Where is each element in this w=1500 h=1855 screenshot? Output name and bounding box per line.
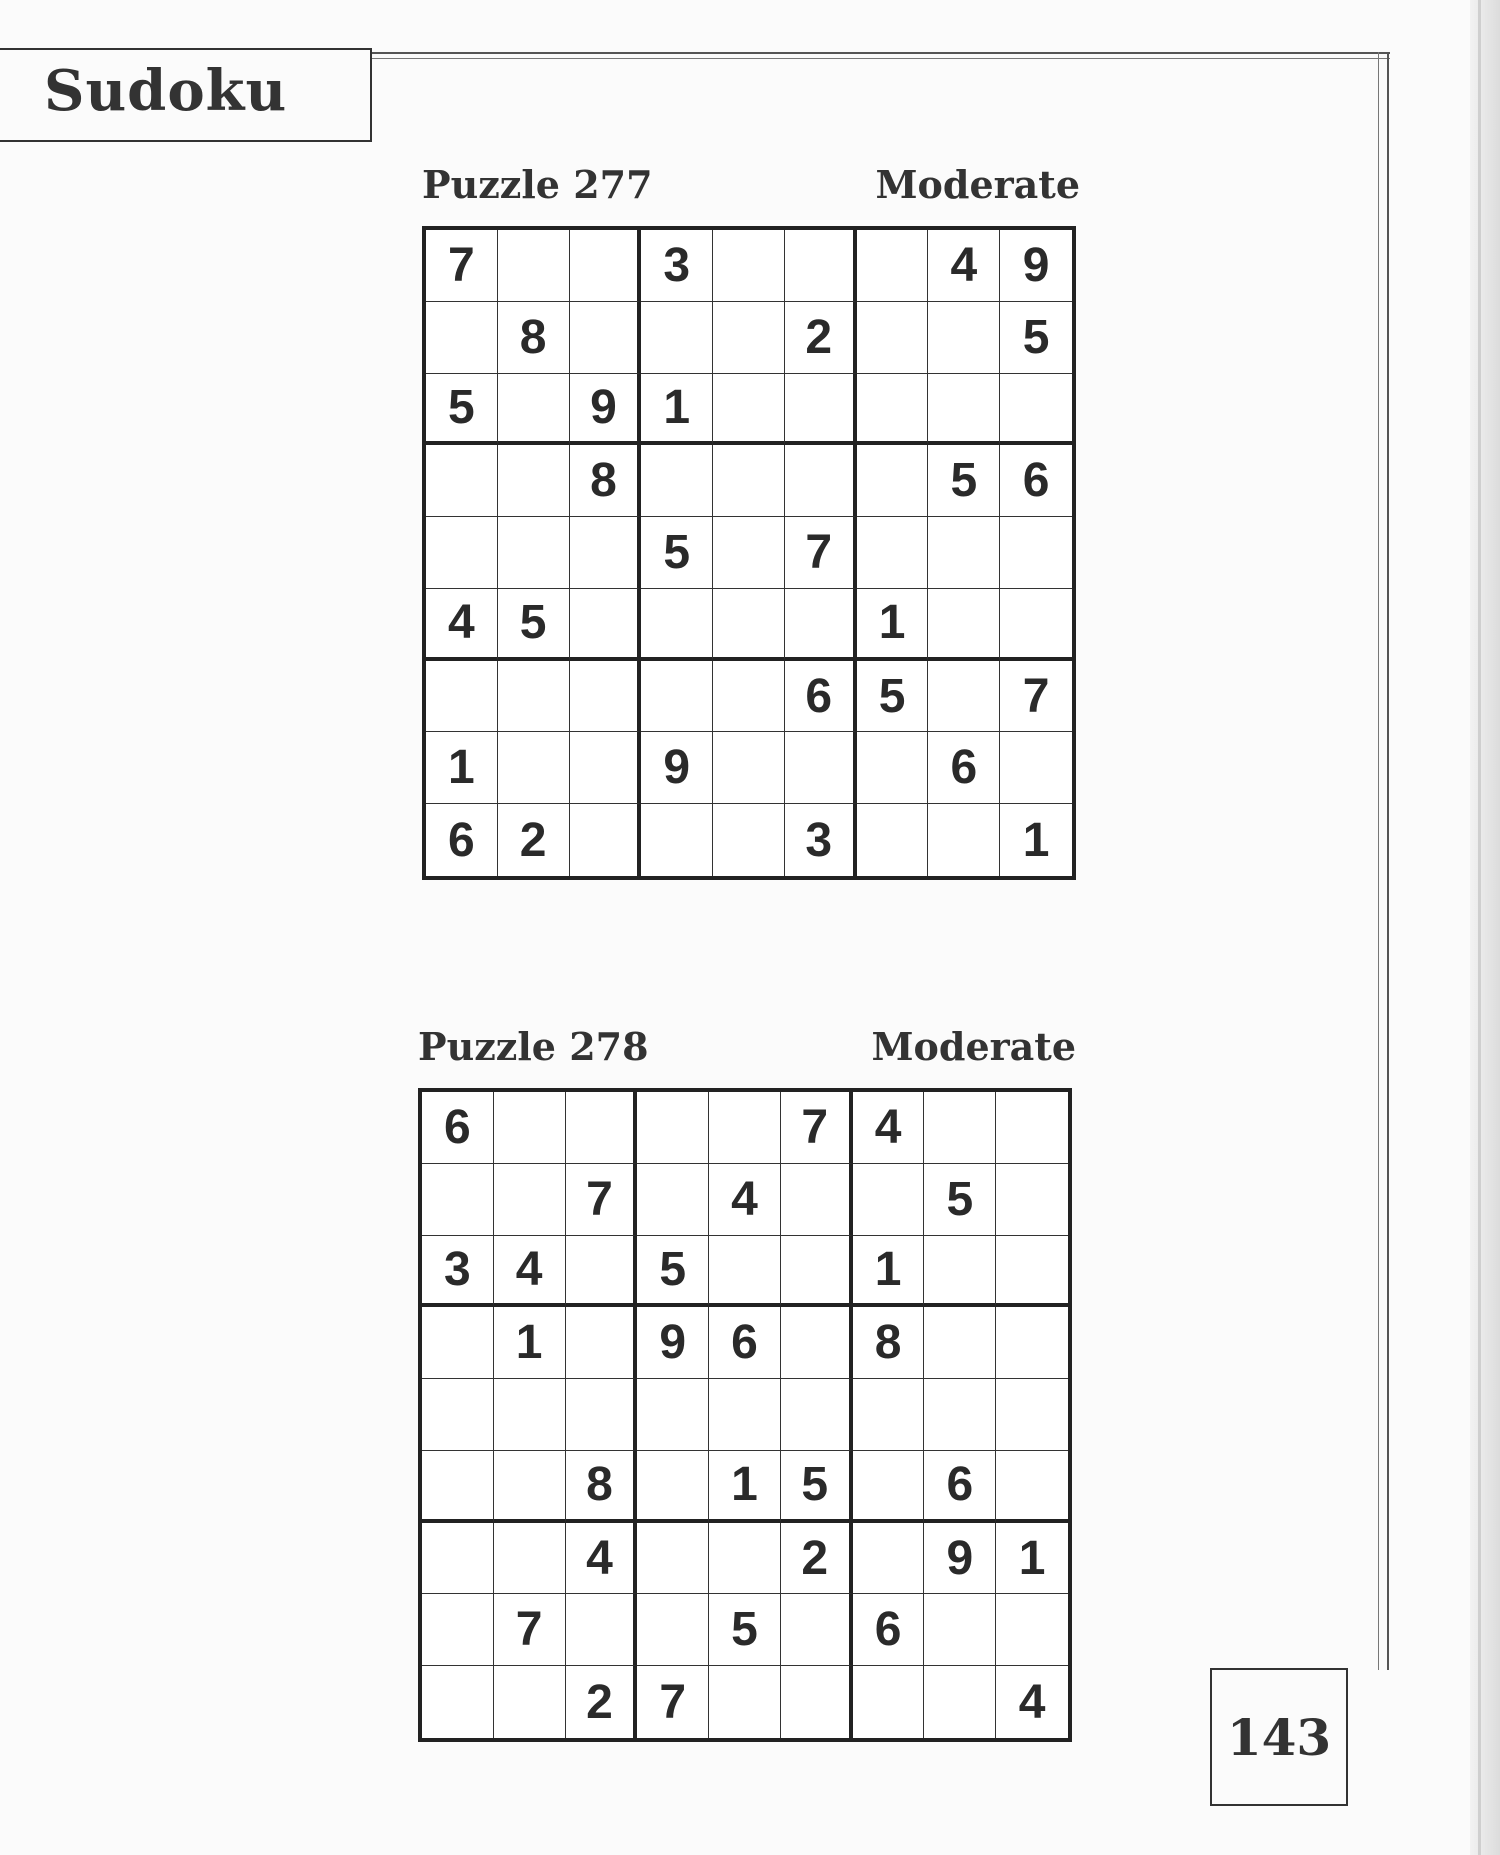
sudoku-cell [928,374,1000,446]
sudoku-cell [494,1164,566,1236]
sudoku-cell: 6 [422,1092,494,1164]
sudoku-cell [781,1666,853,1738]
sudoku-cell [570,732,642,804]
sudoku-cell [709,1379,781,1451]
sudoku-cell: 5 [426,374,498,446]
sudoku-cell [498,445,570,517]
sudoku-cell [422,1451,494,1523]
sudoku-cell [996,1594,1068,1666]
sudoku-cell [422,1307,494,1379]
sudoku-cell [853,1666,925,1738]
sudoku-cell: 6 [709,1307,781,1379]
puzzle-2-difficulty: Moderate [871,1024,1076,1069]
sudoku-cell [857,302,929,374]
sudoku-cell [422,1666,494,1738]
sudoku-cell [713,517,785,589]
sudoku-cell [566,1236,638,1308]
sudoku-cell: 1 [494,1307,566,1379]
page-number: 143 [1226,1708,1332,1767]
sudoku-cell [422,1594,494,1666]
sudoku-cell: 2 [566,1666,638,1738]
sudoku-cell: 3 [641,230,713,302]
sudoku-cell: 4 [709,1164,781,1236]
sudoku-cell [785,445,857,517]
sudoku-cell [494,1523,566,1595]
sudoku-cell [781,1236,853,1308]
sudoku-cell [1000,589,1072,661]
sudoku-cell: 7 [566,1164,638,1236]
sudoku-cell [713,804,785,876]
sudoku-cell: 4 [566,1523,638,1595]
sudoku-cell [781,1379,853,1451]
sudoku-cell: 4 [928,230,1000,302]
sudoku-cell [924,1379,996,1451]
sudoku-cell: 5 [928,445,1000,517]
sudoku-cell: 1 [996,1523,1068,1595]
sudoku-cell [709,1092,781,1164]
sudoku-cell [566,1307,638,1379]
sudoku-cell: 3 [785,804,857,876]
sudoku-cell: 1 [853,1236,925,1308]
sudoku-cell: 8 [566,1451,638,1523]
sudoku-cell [781,1164,853,1236]
sudoku-cell: 9 [637,1307,709,1379]
sudoku-cell: 4 [853,1092,925,1164]
sudoku-cell [781,1594,853,1666]
sudoku-cell: 9 [1000,230,1072,302]
puzzle-1-grid [422,226,1076,880]
sudoku-cell [785,374,857,446]
sudoku-cell [566,1379,638,1451]
sudoku-cell [928,661,1000,733]
sudoku-cell: 5 [857,661,929,733]
sudoku-cell: 6 [426,804,498,876]
sudoku-cell [637,1523,709,1595]
sudoku-cell [996,1451,1068,1523]
sudoku-cell: 5 [924,1164,996,1236]
sudoku-cell [709,1666,781,1738]
sudoku-cell: 9 [570,374,642,446]
sudoku-cell [857,445,929,517]
sudoku-cell [641,445,713,517]
sudoku-cell [857,517,929,589]
sudoku-cell [637,1092,709,1164]
puzzle-2-grid [418,1088,1072,1742]
sudoku-cell [713,589,785,661]
sudoku-cell [857,804,929,876]
sudoku-cell: 7 [781,1092,853,1164]
sudoku-cell: 5 [709,1594,781,1666]
sudoku-cell: 8 [853,1307,925,1379]
sudoku-cell [709,1236,781,1308]
sudoku-cell [422,1523,494,1595]
sudoku-cell [785,732,857,804]
sudoku-cell [570,589,642,661]
page-frame-top [372,52,1390,59]
sudoku-cell [713,445,785,517]
sudoku-cell [422,1164,494,1236]
sudoku-cell [494,1451,566,1523]
sudoku-cell [498,661,570,733]
sudoku-cell [637,1451,709,1523]
sudoku-cell [924,1594,996,1666]
sudoku-cell [713,374,785,446]
sudoku-cell [566,1092,638,1164]
sudoku-cell: 6 [785,661,857,733]
sudoku-cell [853,1379,925,1451]
sudoku-cell [637,1379,709,1451]
sudoku-cell: 8 [570,445,642,517]
page-edge-line [1478,0,1481,1855]
sudoku-cell [996,1307,1068,1379]
sudoku-cell [494,1666,566,1738]
sudoku-cell [426,302,498,374]
sudoku-cell [422,1379,494,1451]
sudoku-cell: 1 [641,374,713,446]
sudoku-cell [713,230,785,302]
sudoku-cell [498,732,570,804]
sudoku-cell [641,661,713,733]
puzzle-1-difficulty: Moderate [875,162,1080,207]
sudoku-cell [570,302,642,374]
puzzle-1-title: Puzzle 277 [422,162,653,207]
sudoku-cell [924,1307,996,1379]
sudoku-cell [566,1594,638,1666]
sudoku-cell [494,1379,566,1451]
sudoku-cell [781,1307,853,1379]
sudoku-cell [785,589,857,661]
sudoku-cell [924,1092,996,1164]
sudoku-cell: 4 [494,1236,566,1308]
sudoku-cell: 6 [853,1594,925,1666]
sudoku-cell: 3 [422,1236,494,1308]
sudoku-cell [498,517,570,589]
sudoku-cell [857,732,929,804]
sudoku-cell [570,517,642,589]
sudoku-cell [996,1379,1068,1451]
sudoku-cell: 1 [857,589,929,661]
sudoku-cell: 5 [637,1236,709,1308]
sudoku-cell [713,661,785,733]
sudoku-cell [709,1523,781,1595]
sudoku-cell: 2 [785,302,857,374]
sudoku-cell: 5 [498,589,570,661]
sudoku-cell [996,1092,1068,1164]
sudoku-cell [928,517,1000,589]
sudoku-cell: 7 [494,1594,566,1666]
sudoku-cell: 1 [426,732,498,804]
sudoku-cell [928,302,1000,374]
sudoku-cell [853,1451,925,1523]
sudoku-cell [853,1523,925,1595]
sudoku-cell [570,804,642,876]
sudoku-cell: 2 [498,804,570,876]
sudoku-cell [853,1164,925,1236]
sudoku-cell [924,1666,996,1738]
page-frame-right [1378,52,1389,1670]
sudoku-cell: 6 [924,1451,996,1523]
sudoku-cell [641,589,713,661]
sudoku-cell [713,732,785,804]
sudoku-cell: 1 [709,1451,781,1523]
sudoku-cell [1000,517,1072,589]
sudoku-cell: 7 [785,517,857,589]
sudoku-cell [570,661,642,733]
sudoku-cell: 4 [1018,1675,1046,1729]
sudoku-cell [996,1236,1068,1308]
sudoku-cell [924,1236,996,1308]
sudoku-cell [857,374,929,446]
sudoku-cell [570,230,642,302]
page-title: Sudoku [44,58,288,124]
sudoku-cell [498,374,570,446]
sudoku-cell: 5 [781,1451,853,1523]
sudoku-cell: 1 [1022,813,1050,867]
puzzle-2-title: Puzzle 278 [418,1024,649,1069]
sudoku-cell [1000,374,1072,446]
sudoku-cell [426,517,498,589]
sudoku-cell [498,230,570,302]
sudoku-cell [713,302,785,374]
sudoku-cell [996,1164,1068,1236]
sudoku-cell: 7 [1000,661,1072,733]
sudoku-cell [641,804,713,876]
sudoku-cell: 4 [426,589,498,661]
sudoku-cell [928,589,1000,661]
sudoku-cell: 6 [928,732,1000,804]
sudoku-cell [637,1594,709,1666]
sudoku-cell [494,1092,566,1164]
sudoku-cell [928,804,1000,876]
sudoku-cell [641,302,713,374]
sudoku-cell: 2 [781,1523,853,1595]
sudoku-cell: 9 [641,732,713,804]
sudoku-cell [857,230,929,302]
sudoku-cell: 7 [426,230,498,302]
sudoku-cell [426,661,498,733]
sudoku-cell [785,230,857,302]
sudoku-cell [426,445,498,517]
sudoku-cell: 5 [641,517,713,589]
sudoku-cell [637,1164,709,1236]
page-edge-shadow [1470,0,1500,1855]
sudoku-cell: 6 [1000,445,1072,517]
sudoku-cell [1000,732,1072,804]
sudoku-cell: 7 [637,1666,709,1738]
sudoku-cell: 8 [498,302,570,374]
sudoku-cell: 5 [1000,302,1072,374]
sudoku-cell: 9 [924,1523,996,1595]
